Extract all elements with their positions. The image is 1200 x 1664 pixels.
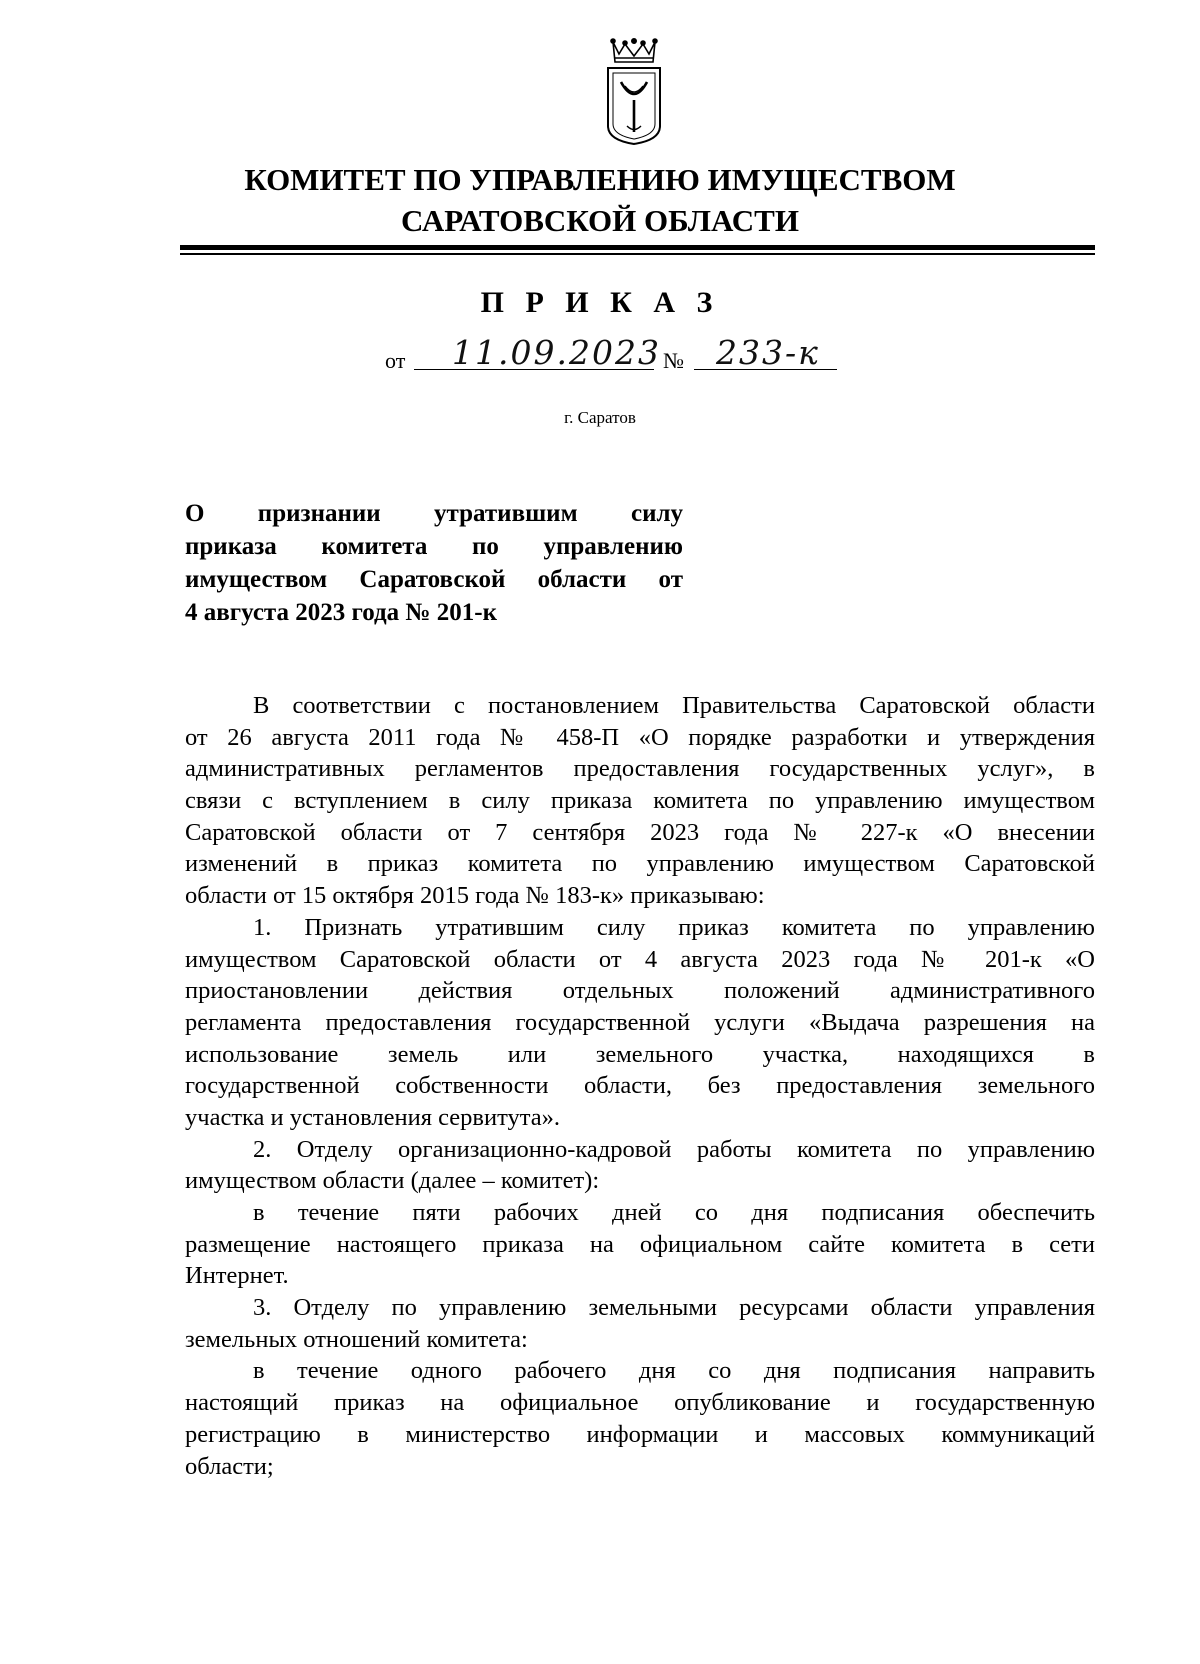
body-line: размещение настоящего приказа на официальном сайте комитета в сети: [185, 1230, 1095, 1258]
body-line: Саратовской области от 7 сентября 2023 года № 227-к «О внесении: [185, 818, 1095, 846]
header-divider-thick: [180, 245, 1095, 250]
body-line: участка и установления сервитута».: [185, 1103, 560, 1131]
order-body: [185, 690, 1095, 1482]
body-line: настоящий приказ на официальное опубликование и государственную: [185, 1389, 1095, 1417]
body-line: связи с вступлением в силу приказа комитета по управлению имуществом: [185, 787, 1095, 815]
subject-line: имуществом Саратовской области от: [185, 566, 683, 593]
shield-icon: [608, 68, 660, 144]
body-line: В соответствии с постановлением Правительства Саратовской области: [253, 692, 1095, 719]
subject-line: О признании утратившим силу: [185, 500, 683, 527]
body-line: 2. Отделу организационно-кадровой работы комитета по управлению: [253, 1135, 1095, 1163]
body-line: Интернет.: [185, 1262, 289, 1290]
body-line: использование земель или земельного участка, находящихся в: [185, 1040, 1095, 1068]
body-line: изменений в приказ комитета по управлению имуществом Саратовской: [185, 850, 1095, 878]
body-line: регламента предоставления государственной услуги «Выдача разрешения на: [185, 1008, 1095, 1036]
org-name-line1: КОМИТЕТ ПО УПРАВЛЕНИЮ ИМУЩЕСТВОМ: [244, 162, 956, 197]
body-line: земельных отношений комитета:: [185, 1325, 528, 1353]
body-line: 1. Признать утратившим силу приказ комитета по управлению: [253, 913, 1095, 941]
body-line: в течение пяти рабочих дней со дня подписания обеспечить: [253, 1199, 1095, 1226]
body-line: области от 15 октября 2015 года № 183-к» приказываю:: [185, 882, 765, 910]
header-divider-thin: [180, 253, 1095, 255]
document-title: П Р И К А З: [480, 286, 720, 319]
subject-line: 4 августа 2023 года № 201-к: [185, 599, 498, 626]
subject-line: приказа комитета по управлению: [185, 533, 683, 560]
body-line: имуществом Саратовской области от 4 августа 2023 года № 201-к «О: [185, 945, 1095, 973]
number-prefix: №: [663, 348, 684, 373]
body-line: административных регламентов предоставления государственных услуг», в: [185, 755, 1095, 783]
handwritten-number: 233-к: [716, 333, 820, 372]
body-line: государственной собственности области, без предоставления земельного: [185, 1072, 1095, 1100]
order-subject: [185, 497, 683, 629]
org-name-line2: САРАТОВСКОЙ ОБЛАСТИ: [401, 203, 799, 238]
crown-icon: [611, 39, 657, 62]
coat-of-arms-emblem: [605, 36, 663, 146]
body-line: регистрацию в министерство информации и массовых коммуникаций: [185, 1420, 1095, 1448]
body-line: приостановлении действия отдельных положений административного: [185, 977, 1095, 1005]
body-line: 3. Отделу по управлению земельными ресурсами области управления: [253, 1294, 1095, 1322]
handwritten-date: 11.09.2023: [452, 333, 661, 372]
body-line: области;: [185, 1452, 274, 1480]
city-label: г. Саратов: [564, 408, 636, 427]
body-line: в течение одного рабочего дня со дня подписания направить: [253, 1357, 1095, 1385]
body-line: от 26 августа 2011 года № 458-П «О порядке разработки и утверждения: [185, 723, 1095, 751]
date-prefix: от: [385, 348, 406, 373]
body-line: имуществом области (далее – комитет):: [185, 1167, 600, 1195]
